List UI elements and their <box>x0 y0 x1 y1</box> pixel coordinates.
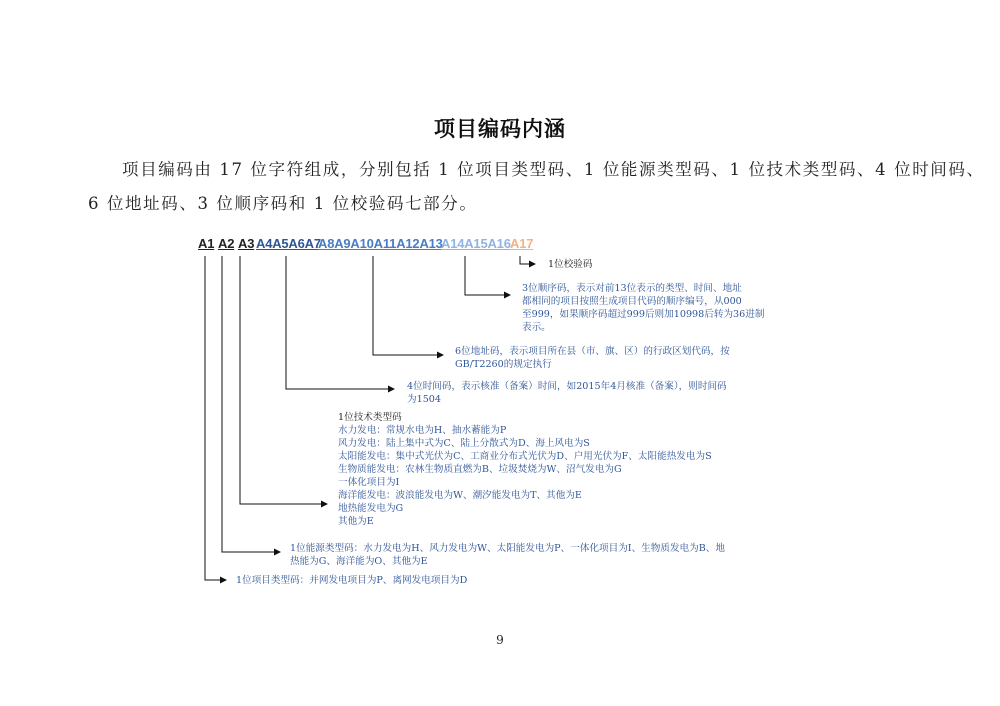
note-check <box>548 258 592 271</box>
note-time <box>407 380 727 406</box>
code-address: A8A9A10A11A12A13 <box>318 236 443 251</box>
arrow-address <box>373 256 443 355</box>
page-title: 项目编码内涵 <box>434 116 566 141</box>
note-tech-line: 生物质能发电：农林生物质直燃为B、垃圾焚烧为W、沼气发电为G <box>338 464 622 475</box>
note-tech-heading: 1位技术类型码 <box>338 412 402 423</box>
note-tech-line: 太阳能发电：集中式光伏为C、工商业分布式光伏为D、户用光伏为F、太阳能热发电为S <box>338 451 712 462</box>
arrow-project <box>205 256 226 580</box>
arrow-check <box>520 256 535 264</box>
note-time-line: 为1504 <box>407 394 442 405</box>
note-tech-line: 风力发电：陆上集中式为C、陆上分散式为D、海上风电为S <box>338 438 590 449</box>
code-a3: A3 <box>238 236 255 251</box>
note-sequence-line: 至999，如果顺序码超过999后则加10998后转为36进制 <box>522 309 765 320</box>
arrow-sequence <box>465 256 510 295</box>
note-tech-line: 海洋能发电：波浪能发电为W、潮汐能发电为T、其他为E <box>338 490 582 501</box>
note-tech-line: 一体化项目为I <box>338 477 400 488</box>
note-sequence-line: 都相同的项目按照生成项目代码的顺序编号，从000 <box>522 296 742 307</box>
note-check-text: 1位校验码 <box>548 259 593 270</box>
note-address-line: 6位地址码，表示项目所在县（市、旗、区）的行政区划代码，按 <box>455 346 730 357</box>
note-tech-line: 地热能发电为G <box>338 503 404 514</box>
note-sequence <box>522 282 764 334</box>
arrow-energy <box>222 256 280 552</box>
note-address-line: GB/T2260的规定执行 <box>455 359 552 370</box>
note-energy-line: 热能为G、海洋能为O、其他为E <box>290 556 428 567</box>
note-project <box>236 574 467 587</box>
paragraph-line-1: 项目编码由 17 位字符组成，分别包括 1 位项目类型码、1 位能源类型码、1 位技术类型码、4 位时间码、 <box>122 160 985 179</box>
note-tech <box>338 411 712 528</box>
note-sequence-line: 3位顺序码，表示对前13位表示的类型、时间、地址 <box>522 283 742 294</box>
note-tech-line: 其他为E <box>338 516 374 527</box>
code-sequence: A14A15A16 <box>441 236 511 251</box>
code-a1: A1 <box>198 236 215 251</box>
page-number: 9 <box>496 633 504 647</box>
note-sequence-line: 表示。 <box>522 322 551 333</box>
arrow-tech <box>240 256 327 504</box>
note-address <box>455 345 730 371</box>
paragraph-line-2: 6 位地址码、3 位顺序码和 1 位校验码七部分。 <box>88 194 478 213</box>
note-energy-line: 1位能源类型码：水力发电为H、风力发电为W、太阳能发电为P、一体化项目为I、生物质发电为B、地 <box>290 543 725 554</box>
note-time-line: 4位时间码，表示核准（备案）时间，如2015年4月核准（备案），则时间码 <box>407 381 727 392</box>
code-check: A17 <box>510 236 534 251</box>
note-project-line: 1位项目类型码：并网发电项目为P、离网发电项目为D <box>236 575 468 586</box>
code-time: A4A5A6A7 <box>256 236 321 251</box>
note-tech-line: 水力发电：常规水电为H、抽水蓄能为P <box>338 425 507 436</box>
code-a2: A2 <box>218 236 235 251</box>
note-energy <box>290 542 725 568</box>
arrow-time <box>286 256 394 389</box>
